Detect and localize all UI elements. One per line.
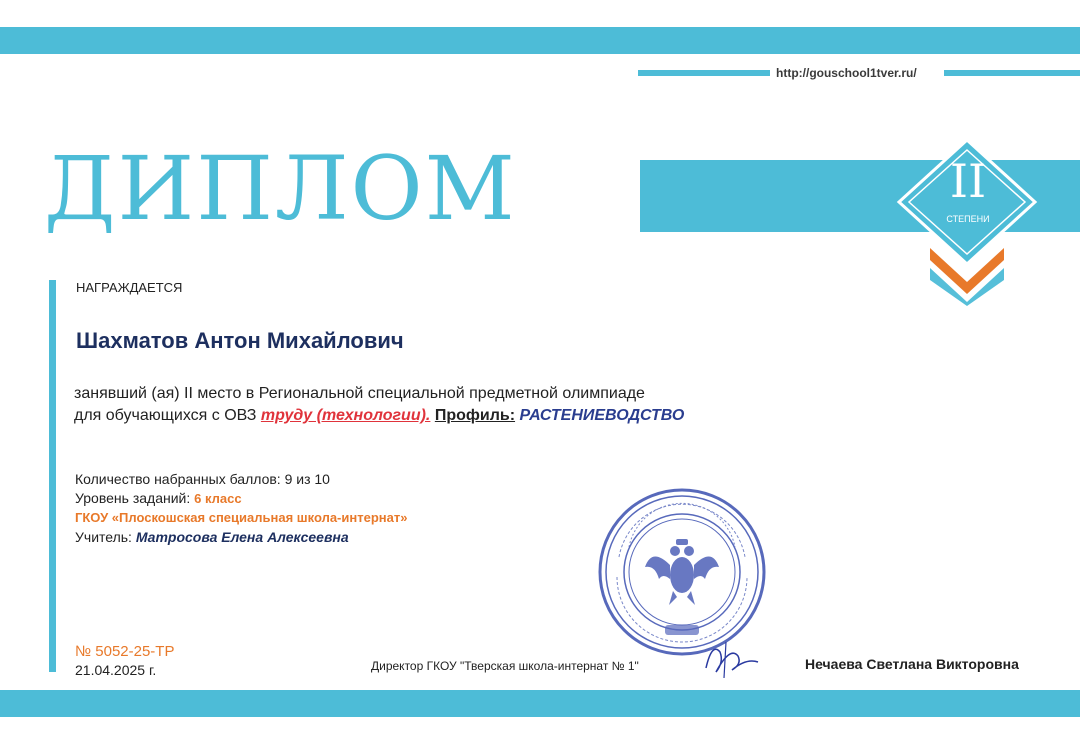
olympiad-subject: труду (технологии). [260, 407, 431, 424]
director-signature [702, 632, 762, 682]
recipient-name: Шахматов Антон Михайлович [76, 328, 404, 353]
level-line [75, 490, 242, 506]
director-name: Нечаева Светлана Викторовна [805, 656, 1019, 672]
awarded-label: НАГРАЖДАЕТСЯ [76, 280, 183, 295]
olympiad-description [74, 407, 684, 425]
level-value: 6 класс [194, 491, 242, 506]
school-name: ГКОУ «Плоскошская специальная школа-интернат» [75, 510, 408, 525]
place-description: занявший (ая) II место в Региональной специальной предметной олимпиаде [74, 385, 645, 402]
document-date: 21.04.2025 г. [75, 662, 157, 678]
diploma-title: ДИПЛОМ [44, 137, 517, 240]
level-label: Уровень заданий: [75, 490, 195, 506]
url-line-right [944, 70, 1080, 76]
document-number: № 5052-25-ТР [75, 643, 175, 660]
teacher-line [75, 529, 349, 545]
url-line-left [638, 70, 770, 76]
left-accent-bar [49, 280, 56, 672]
top-stripe [0, 27, 1080, 54]
eagle-emblem-icon [645, 539, 719, 605]
bottom-stripe [0, 690, 1080, 717]
olympiad-prefix: для обучающихся с ОВЗ [74, 407, 261, 424]
teacher-label: Учитель: [75, 529, 136, 545]
director-title: Директор ГКОУ "Тверская школа-интернат № 1" [371, 659, 639, 673]
profile-label: Профиль: [434, 407, 516, 424]
teacher-name: Матросова Елена Алексеевна [135, 529, 349, 545]
degree-number: II [949, 154, 987, 208]
score-line: Количество набранных баллов: 9 из 10 [75, 471, 330, 487]
profile-value: РАСТЕНИЕВОДСТВО [519, 407, 685, 424]
site-url[interactable]: http://gouschool1tver.ru/ [776, 66, 917, 80]
degree-word: СТЕПЕНИ [946, 214, 990, 224]
